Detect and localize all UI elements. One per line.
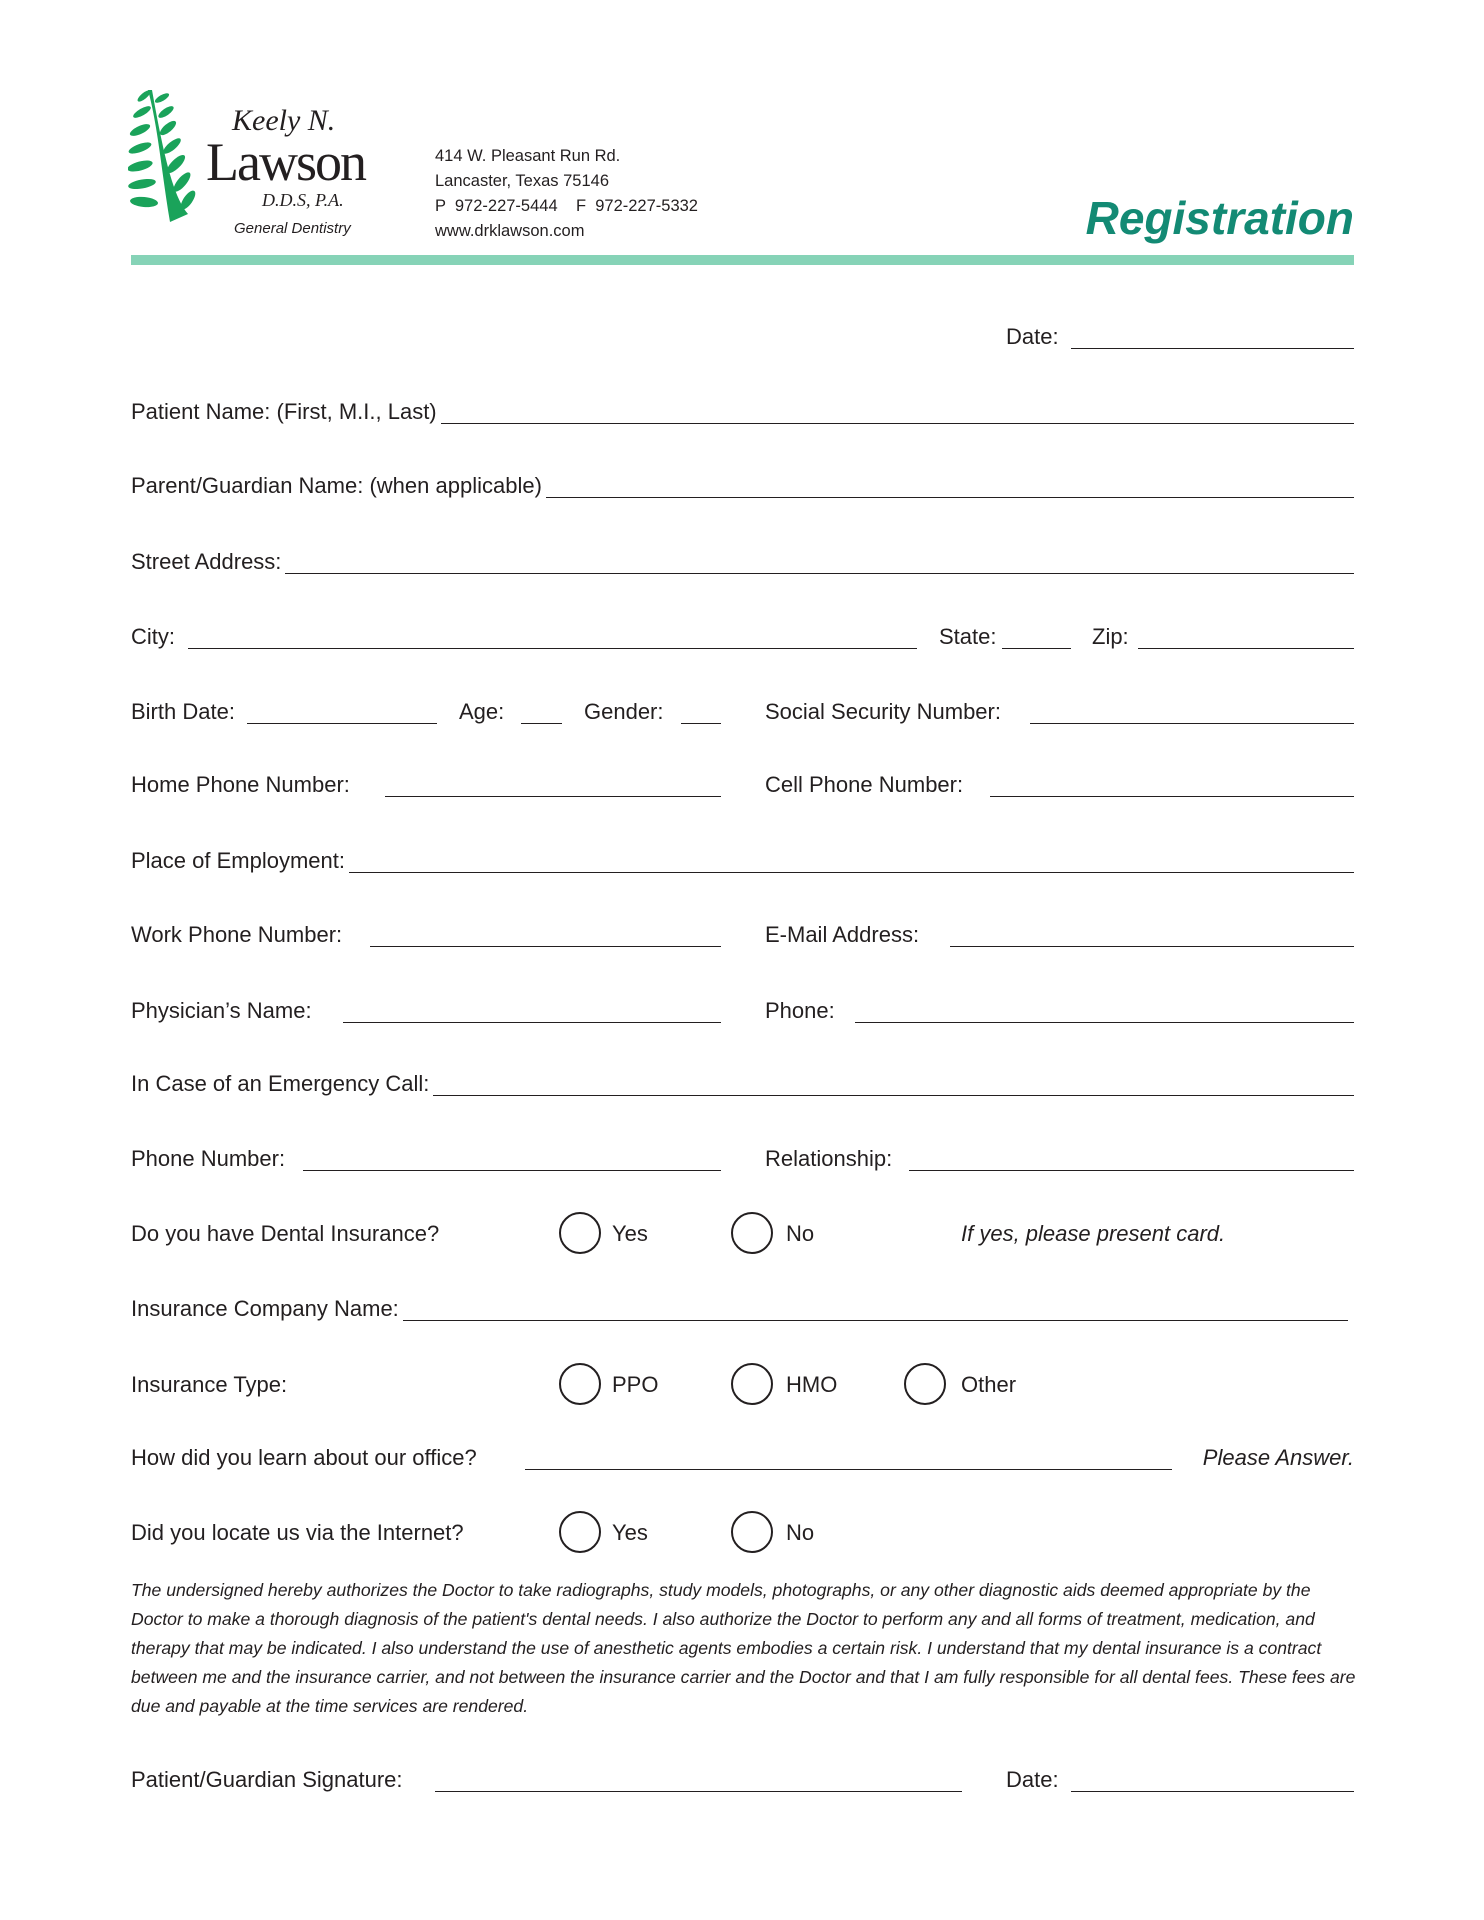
insurance-type-other-label: Other	[961, 1372, 1017, 1397]
insurance-type-ppo-radio[interactable]	[559, 1363, 601, 1405]
insurance-company-field[interactable]	[403, 1294, 1348, 1321]
emergency-label: In Case of an Emergency Call:	[131, 1071, 430, 1096]
physician-field[interactable]	[343, 996, 721, 1023]
learn-note: Please Answer.	[1202, 1445, 1354, 1470]
signature-date-field[interactable]	[1071, 1765, 1354, 1792]
logo-tagline: General Dentistry	[234, 220, 351, 237]
internet-no-radio[interactable]	[731, 1511, 773, 1553]
address-street: 414 W. Pleasant Run Rd.	[435, 147, 621, 165]
state-field[interactable]	[1002, 622, 1071, 649]
internet-label: Did you locate us via the Internet?	[131, 1520, 464, 1545]
cell-phone-label: Cell Phone Number:	[765, 772, 964, 797]
dental-insurance-yes-label: Yes	[612, 1221, 648, 1246]
insurance-type-hmo-radio[interactable]	[731, 1363, 773, 1405]
employment-field[interactable]	[349, 846, 1354, 873]
guardian-name-field[interactable]	[546, 471, 1354, 498]
learn-field[interactable]	[525, 1443, 1172, 1470]
home-phone-label: Home Phone Number:	[131, 772, 350, 797]
patient-name-field[interactable]	[441, 397, 1354, 424]
authorization-text: The undersigned hereby authorizes the Doctor to take radiographs, study models, photographs, or any other diagnostic aids deemed appropriate by the Doctor to make a thorough diagnosis of the patient's dental needs. I also authorize the Doctor to perform any and all forms of treatment, medication, and therapy that may be indicated. I also understand the use of anesthetic agents embodies a certain risk. I understand that my dental insurance is a contract between me and the insurance carrier, and not between the insurance carrier and the Doctor and that I am fully responsible for all dental fees. These fees are due and payable at the time services are rendered.	[131, 1580, 1356, 1716]
date-field[interactable]	[1071, 322, 1354, 349]
dental-insurance-label: Do you have Dental Insurance?	[131, 1221, 440, 1246]
address-phone: P 972-227-5444 F 972-227-5332	[435, 197, 698, 215]
logo-name-last: Lawson	[206, 132, 365, 192]
internet-no-label: No	[786, 1520, 815, 1545]
address-city: Lancaster, Texas 75146	[435, 172, 609, 190]
city-field[interactable]	[188, 622, 917, 649]
page-title: Registration	[1085, 192, 1354, 244]
insurance-type-other-radio[interactable]	[904, 1363, 946, 1405]
email-label: E-Mail Address:	[765, 922, 920, 947]
insurance-type-label: Insurance Type:	[131, 1372, 288, 1397]
age-field[interactable]	[521, 697, 562, 724]
logo-credentials: D.D.S, P.A.	[262, 190, 344, 210]
age-label: Age:	[459, 699, 505, 724]
home-phone-field[interactable]	[385, 770, 721, 797]
work-phone-field[interactable]	[370, 920, 721, 947]
dental-insurance-no-label: No	[786, 1221, 815, 1246]
signature-label: Patient/Guardian Signature:	[131, 1767, 403, 1792]
street-field[interactable]	[285, 547, 1354, 574]
logo-name-first: Keely N.	[232, 104, 336, 137]
birth-date-field[interactable]	[247, 697, 437, 724]
ssn-label: Social Security Number:	[765, 699, 1001, 724]
work-phone-label: Work Phone Number:	[131, 922, 343, 947]
address-website: www.drklawson.com	[435, 222, 585, 240]
zip-field[interactable]	[1138, 622, 1354, 649]
emergency-phone-label: Phone Number:	[131, 1146, 286, 1171]
insurance-type-hmo-label: HMO	[786, 1372, 838, 1397]
birth-date-label: Birth Date:	[131, 699, 235, 724]
physician-label: Physician’s Name:	[131, 998, 312, 1023]
insurance-card-note: If yes, please present card.	[961, 1221, 1226, 1246]
internet-yes-radio[interactable]	[559, 1511, 601, 1553]
gender-label: Gender:	[584, 699, 664, 724]
relationship-field[interactable]	[909, 1144, 1354, 1171]
insurance-type-ppo-label: PPO	[612, 1372, 659, 1397]
email-field[interactable]	[950, 920, 1354, 947]
internet-yes-label: Yes	[612, 1520, 648, 1545]
city-label: City:	[131, 624, 175, 649]
cell-phone-field[interactable]	[990, 770, 1354, 797]
date-label: Date:	[1006, 324, 1059, 349]
patient-name-label: Patient Name: (First, M.I., Last)	[131, 399, 437, 424]
guardian-name-label: Parent/Guardian Name: (when applicable)	[131, 473, 542, 498]
signature-field[interactable]	[435, 1765, 962, 1792]
signature-date-label: Date:	[1006, 1767, 1059, 1792]
zip-label: Zip:	[1092, 624, 1129, 649]
learn-label: How did you learn about our office?	[131, 1445, 477, 1470]
header-divider	[131, 255, 1354, 265]
dental-insurance-yes-radio[interactable]	[559, 1212, 601, 1254]
physician-phone-field[interactable]	[855, 996, 1354, 1023]
state-label: State:	[939, 624, 997, 649]
insurance-company-label: Insurance Company Name:	[131, 1296, 399, 1321]
gender-field[interactable]	[681, 697, 721, 724]
street-label: Street Address:	[131, 549, 282, 574]
fern-icon	[128, 86, 200, 228]
dental-insurance-no-radio[interactable]	[731, 1212, 773, 1254]
emergency-field[interactable]	[433, 1069, 1354, 1096]
employment-label: Place of Employment:	[131, 848, 345, 873]
emergency-phone-field[interactable]	[303, 1144, 721, 1171]
relationship-label: Relationship:	[765, 1146, 893, 1171]
ssn-field[interactable]	[1030, 697, 1354, 724]
physician-phone-label: Phone:	[765, 998, 835, 1023]
